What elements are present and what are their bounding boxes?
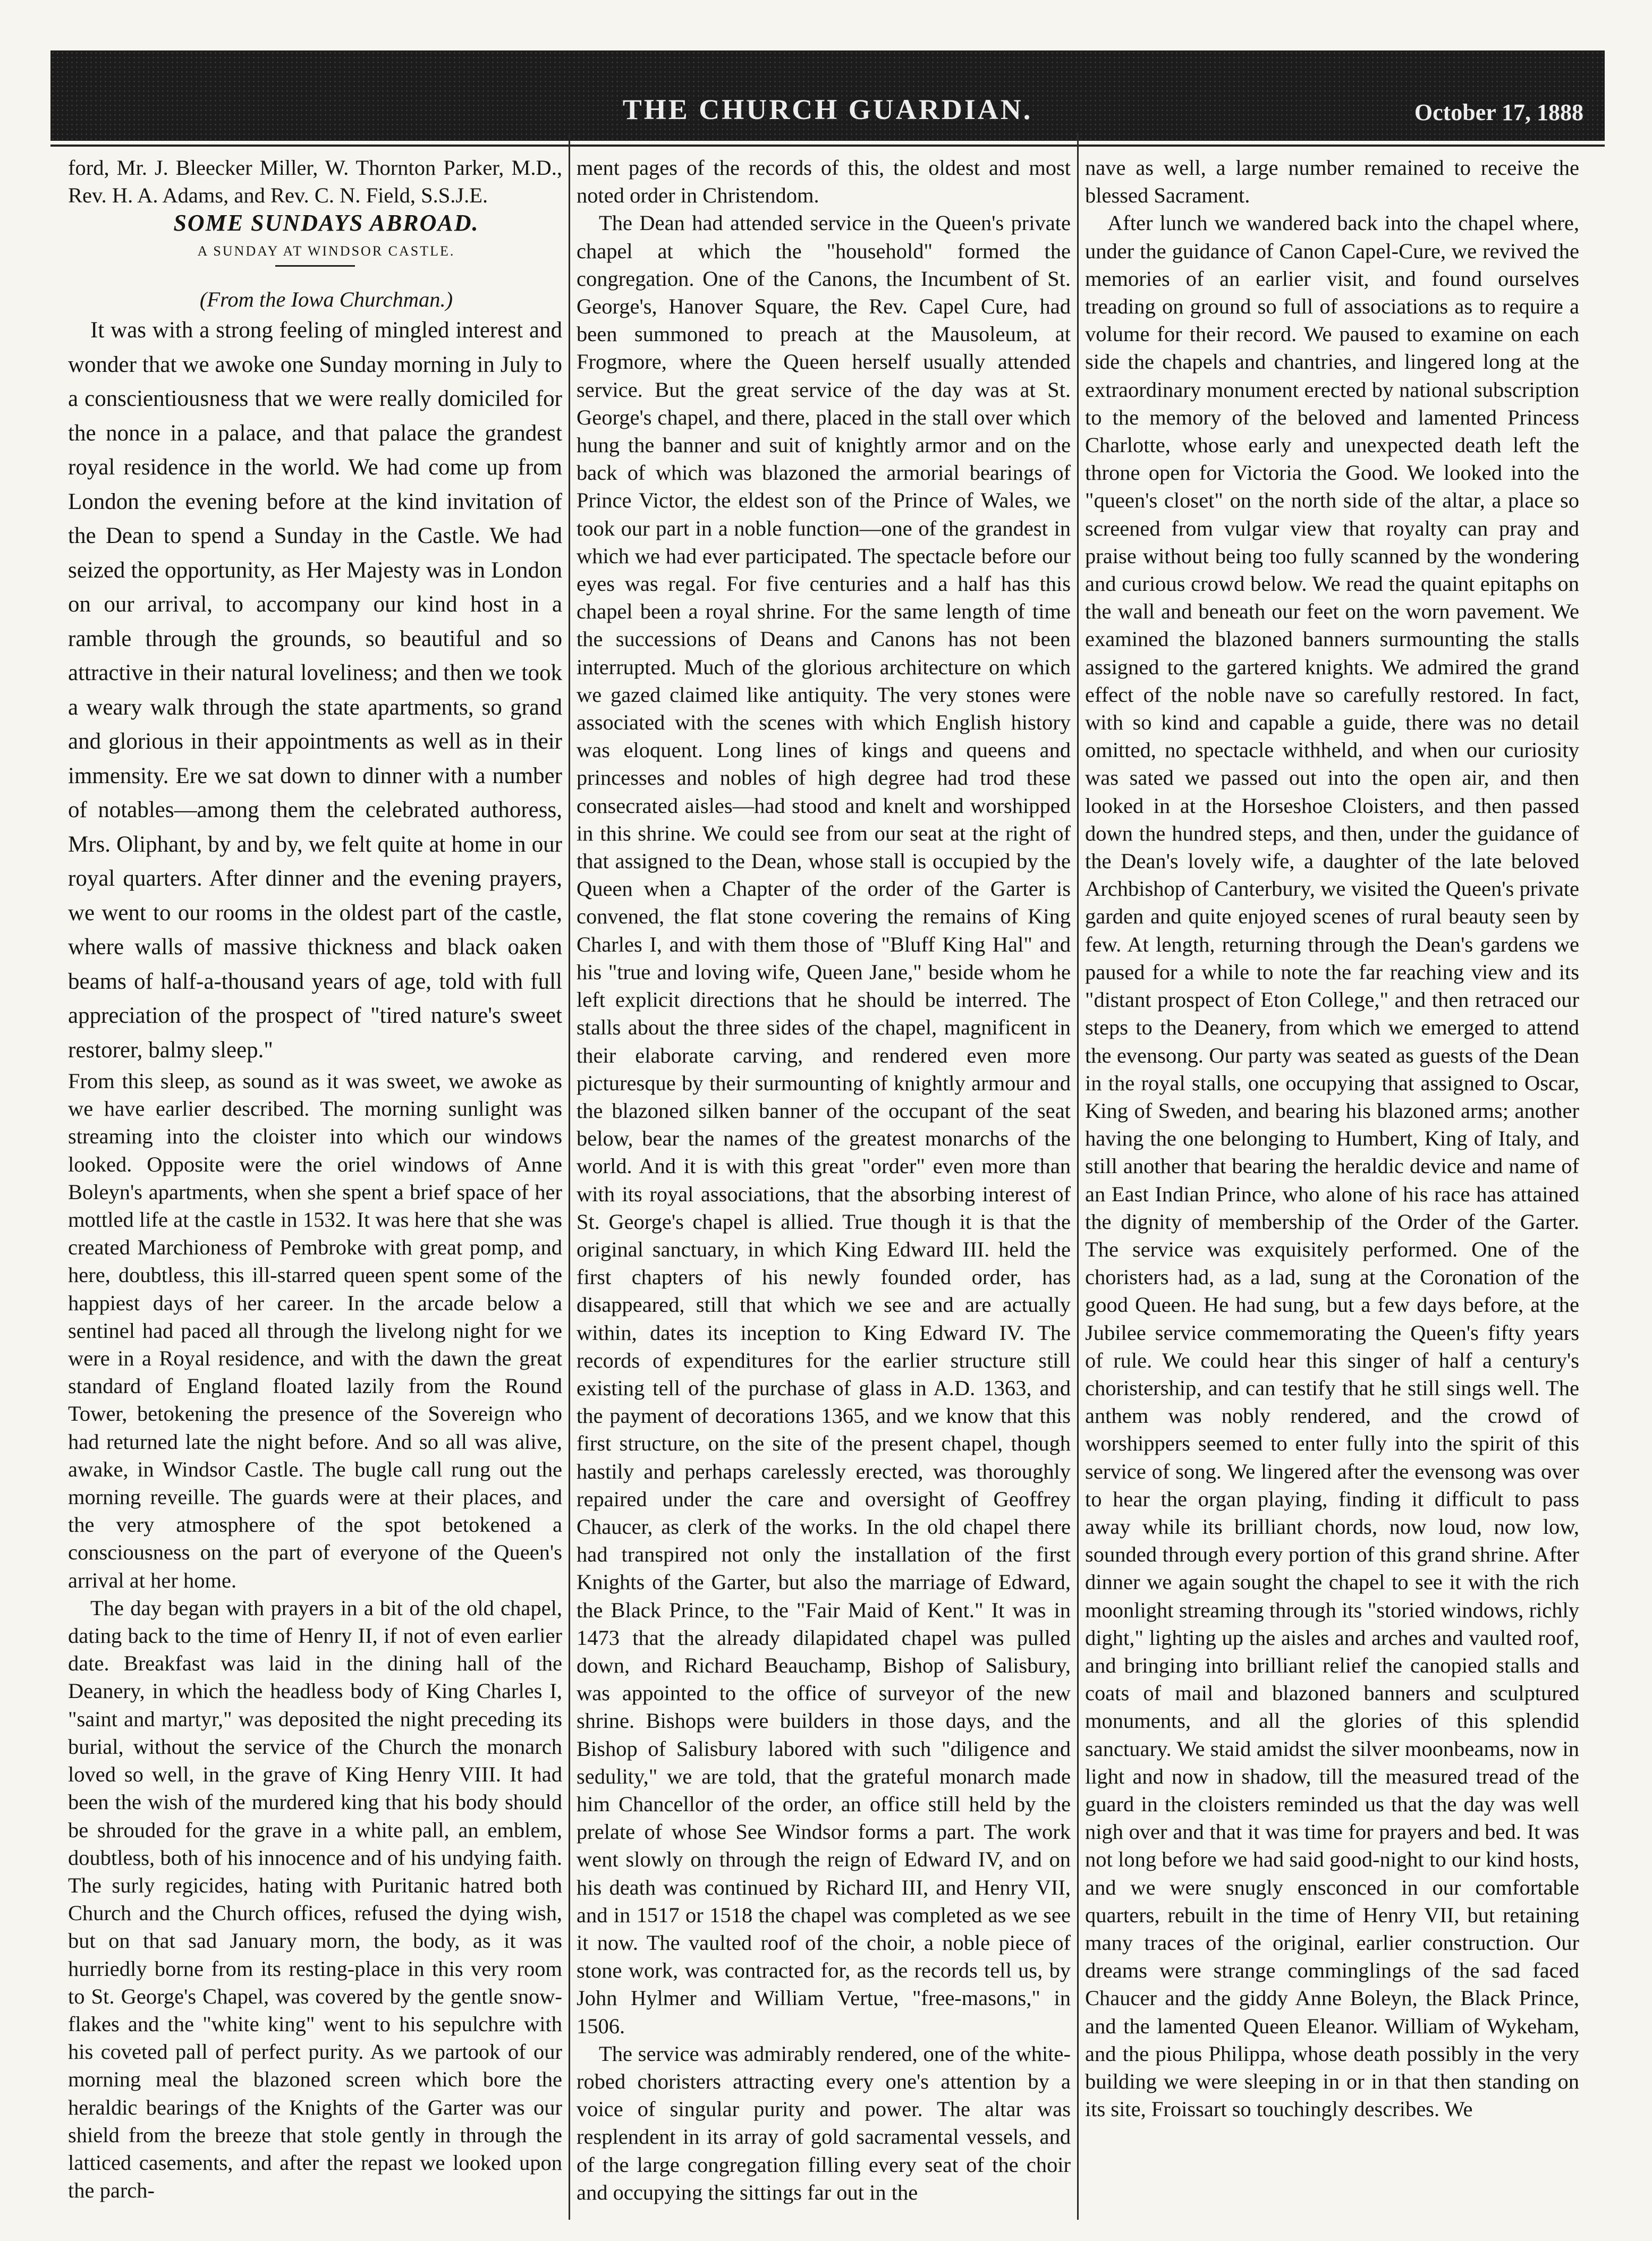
column-1 bbox=[68, 154, 562, 2220]
column-2 bbox=[577, 154, 1071, 2220]
article-heading: SOME SUNDAYS ABROAD. bbox=[173, 210, 479, 236]
column-rule-1 bbox=[569, 133, 570, 2220]
masthead-rule bbox=[50, 145, 1605, 147]
column-1-body bbox=[68, 1067, 562, 2204]
column-rule-2 bbox=[1077, 133, 1079, 2220]
paragraph: From this sleep, as sound as it was sweet, we awoke as we have earlier described. The morning sunlight was streaming into the cloister into which our windows looked. Opposite were the oriel windows of Anne Boleyn's apartments, when she spent a brief space of her mottled life at the castle in 1532. It was here that she was created Marchioness of Pembroke with great pomp, and here, doubtless, this ill-starred queen spent some of the happiest days of her career. In the arcade below a sentinel had paced all through the livelong night for we were in a Royal residence, and with the dawn the great standard of England floated lazily from the Round Tower, betokening the presence of the Sovereign who had returned late the night before. And so all was alive, awake, in Windsor Castle. The bugle call rung out the morning reveille. The guards were at their places, and the very atmosphere of the spot betokened a consciousness on the part of everyone of the Queen's arrival at her home. bbox=[68, 1069, 562, 1592]
heading-rule bbox=[275, 265, 355, 267]
issue-date: October 17, 1888 bbox=[1414, 99, 1583, 125]
paragraph: The Dean had attended service in the Queen's private chapel at which the "household" formed the congregation. One of the Canons, the Incumbent of St. George's, Hanover Square, the Rev. Capel Cure, had been summoned to preach at the Mausoleum, at Frogmore, where the Queen herself usually attended service. But the great service of the day was at St. George's chapel, and there, placed in the stall over which hung the banner and suit of knightly armor and on the back of which was blazoned the armorial bearings of Prince Victor, the eldest son of the Prince of Wales, we took our part in a noble function—one of the grandest in which we had ever participated. The spectacle before our eyes was regal. For five centuries and a half has this chapel been a royal shrine. For the same length of time the successions of Deans and Canons has not been interrupted. Much of the glorious architecture on which we gazed claimed like antiquity. The very stones were associated with the scenes with which English history was eloquent. Long lines of kings and queens and princesses and nobles of high degree had trod these consecrated aisles—had stood and knelt and worshipped in this shrine. We could see from our seat at the right of that assigned to the Dean, whose stall is occupied by the Queen when a Chapter of the order of the Garter is convened, the flat stone covering the remains of King Charles I, and with them those of "Bluff King Hal" and his "true and loving wife, Queen Jane," beside whom he left explicit directions that he should be interred. The stalls about the three sides of the chapel, magnificent in their elaborate carving, and rendered even more picturesque by their surmounting of knightly armour and the blazoned silken banner of the occupant of the seat below, bear the names of the greatest monarchs of the world. And it is with this great "order" even more than with its royal associations, that the absorbing interest of St. George's chapel is allied. True though it is that the original sanctuary, in which King Edward III. held the first chapters of his newly founded order, has disappeared, still that which we see and are actually within, dates its inception to King Edward IV. The records of expenditures for the earlier structure still existing tell of the purchase of glass in A.D. 1363, and the payment of decorations 1365, and we know that this first structure, on the site of the present chapel, though hastily and perhaps carelessly erected, was thoroughly repaired under the care and oversight of Geoffrey Chaucer, as clerk of the works. In the old chapel there had transpired not only the installation of the first Knights of the Garter, but also the marriage of Edward, the Black Prince, to the "Fair Maid of Kent." It was in 1473 that the already dilapidated chapel was pulled down, and Richard Beauchamp, Bishop of Salisbury, was appointed to the office of surveyor of the new shrine. Bishops were builders in those days, and the Bishop of Salisbury labored with such "diligence and sedulity," we are told, that the grateful monarch made him Chancellor of the order, an office still held by the prelate of whose See Windsor forms a part. The work went slowly on through the reign of Edward IV, and on his death was continued by Richard III, and Henry VII, and in 1517 or 1518 the chapel was completed as we see it now. The vaulted roof of the choir, a noble piece of stone work, was contracted for, as the records tell us, by John Hylmer and William Vertue, "free-masons," in 1506. bbox=[577, 211, 1071, 2038]
article-subheading: A SUNDAY AT WINDSOR CASTLE. bbox=[197, 243, 455, 259]
lead-fragment: ford, Mr. J. Bleecker Miller, W. Thornton Parker, M.D., Rev. H. A. Adams, and Rev. C. N. Field, S.S.J.E. bbox=[68, 156, 562, 208]
paragraph: After lunch we wandered back into the chapel where, under the guidance of Canon Capel-Cure, we revived the memories of an earlier visit, and found ourselves treading on ground so full of associations as to require a volume for their record. We paused to examine on each side the chapels and chantries, and lingered long at the extraordinary monument erected by national subscription to the memory of the beloved and lamented Princess Charlotte, whose early and unexpected death left the throne open for Victoria the Good. We looked into the "queen's closet" on the north side of the altar, a place so screened from vulgar view that royalty can pray and praise without being too fully scanned by the wondering and curious crowd below. We read the quaint epitaphs on the wall and beneath our feet on the worn pavement. We examined the blazoned banners surmounting the stalls assigned to the gartered knights. We admired the grand effect of the noble nave so carefully restored. In fact, with so kind and capable a guide, there was no detail omitted, no spectacle withheld, and when our curiosity was sated we passed out into the open air, and then looked in at the Horseshoe Cloisters, and then passed down the hundred steps, and then, under the guidance of the Dean's lovely wife, a daughter of the late beloved Archbishop of Canterbury, we visited the Queen's private garden and quite enjoyed scenes of rural beauty seen by few. At length, returning through the Dean's gardens we paused for a while to note the far reaching view and its "distant prospect of Eton College," and then retraced our steps to the Deanery, from which we emerged to attend the evensong. Our party was seated as guests of the Dean in the royal stalls, one occupying that assigned to Oscar, King of Sweden, and bearing his blazoned arms; another having the one belonging to Humbert, King of Italy, and still another that bearing the heraldic device and name of an East Indian Prince, who alone of his race has attained the dignity of membership of the Order of the Garter. The service was exquisitely performed. One of the choristers had, as a lad, sung at the Coronation of the good Queen. He had sung, but a few days before, at the Jubilee service commemorating the Queen's fifty years of rule. We could hear this singer of half a century's choristership, and can testify that he still sings well. The anthem was nobly rendered, and the crowd of worshippers seemed to enter fully into the spirit of this service of song. We lingered after the evensong was over to hear the organ playing, finding it difficult to pass away while its brilliant chords, now loud, now low, sounded through every portion of this grand shrine. After dinner we again sought the chapel to see it with the rich moonlight streaming through its "storied windows, richly dight," lighting up the aisles and arches and vaulted roof, and bringing into brilliant relief the canopied stalls and coats of mail and blazoned banners and sculptured monuments, and all the glories of this splendid sanctuary. We staid amidst the silver moonbeams, now in light and now in shadow, till the measured tread of the guard in the cloisters reminded us that the day was well nigh over and that it was time for prayers and bed. It was not long before we had said good-night to our kind hosts, and we were snugly ensconced in our comfortable quarters, rebuilt in the time of Henry VII, but retaining many traces of the original, earlier construction. Our dreams were strange comminglings of the sad faced Chaucer and the giddy Anne Boleyn, the Black Prince, and the lamented Queen Eleanor. William of Wykeham, and the pious Philippa, whose death possibly in the very building we were sleeping in or in that then standing on its site, Froissart so touchingly describes. We bbox=[1085, 211, 1579, 2121]
column-3 bbox=[1085, 154, 1579, 2220]
paragraph: It was with a strong feeling of mingled interest and wonder that we awoke one Sunday morning in July to a conscientiousness that we were really domiciled for the nonce in a palace, and that palace the grandest royal residence in the world. We had come up from London the evening before at the kind invitation of the Dean to spend a Sunday in the Castle. We had seized the opportunity, as Her Majesty was in London on our arrival, to accompany our kind host in a ramble through the grounds, so beautiful and so attractive in their natural loveliness; and then we took a weary walk through the state apartments, so grand and glorious in their appointments as well as in their immensity. Ere we sat down to dinner with a number of notables—among them the celebrated authoress, Mrs. Oliphant, by and by, we felt quite at home in our royal quarters. After dinner and the evening prayers, we went to our rooms in the oldest part of the castle, where walls of massive thickness and black oaken beams of half-a-thousand years of age, told with full appreciation of the prospect of "tired nature's sweet restorer, balmy sleep." bbox=[68, 318, 562, 1063]
paragraph: nave as well, a large number remained to receive the blessed Sacrament. bbox=[1085, 156, 1579, 208]
article-source: (From the Iowa Churchman.) bbox=[199, 287, 453, 311]
intro-block bbox=[68, 313, 562, 1067]
paragraph: The service was admirably rendered, one of the white-robed choristers attracting every one's attention by a voice of singular purity and power. The altar was resplendent in its array of gold sacramental vessels, and of the large congregation filling every seat of the choir and occupying the sittings far out in the bbox=[577, 2041, 1071, 2204]
paragraph: The day began with prayers in a bit of the old chapel, dating back to the time of Henry II, if not of even earlier date. Breakfast was laid in the dining hall of the Deanery, in which the headless body of King Charles I, "saint and martyr," was deposited the night preceding its burial, without the service of the Church the monarch loved so well, in the grave of King Henry VIII. It had been the wish of the murdered king that his body should be shrouded for the grave in a white pall, an emblem, doubtless, both of his innocence and of his undying faith. The surly regicides, hating with Puritanic hatred both Church and the Church offices, refused the dying wish, but on that sad January morn, the body, as it was hurriedly borne from its resting-place in this very room to St. George's Chapel, was covered by the gentle snow-flakes and the "white king" went to his sepulchre with his coveted pall of perfect purity. As we partook of our morning meal the blazoned screen which bore the heraldic bearings of the Knights of the Garter was our shield from the breeze that stole gently in through the latticed casements, and after the repast we looked upon the parch- bbox=[68, 1595, 562, 2203]
paragraph: ment pages of the records of this, the oldest and most noted order in Christendom. bbox=[577, 156, 1071, 208]
masthead bbox=[50, 50, 1605, 141]
newspaper-title: THE CHURCH GUARDIAN. bbox=[622, 94, 1033, 125]
